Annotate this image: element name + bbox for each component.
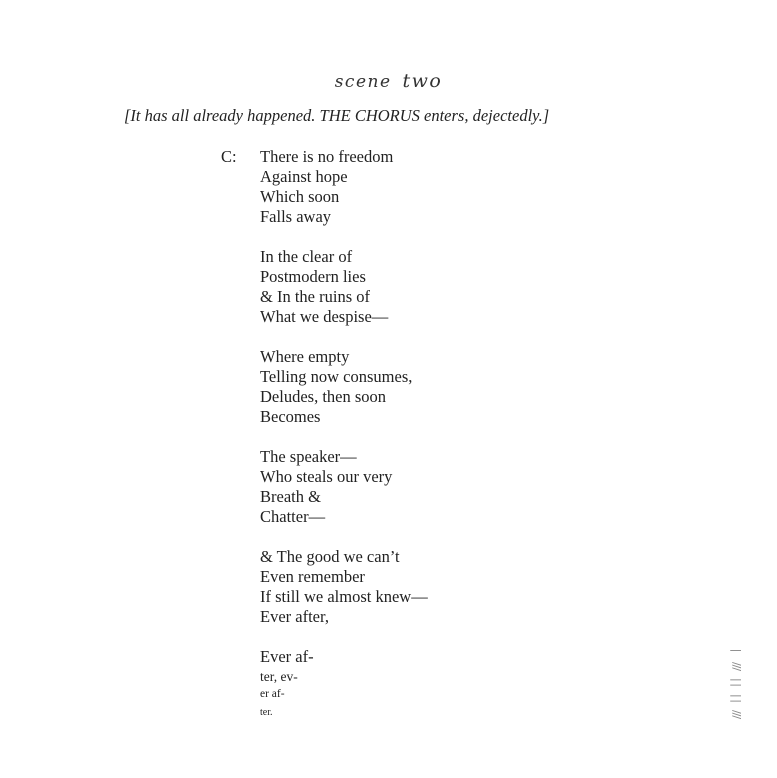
stage-direction: [It has all already happened. THE CHORUS enters, dejectedly.]	[124, 106, 550, 125]
page-mark-glyph: | |	[730, 678, 743, 686]
page-mark-glyph: ///	[730, 661, 743, 671]
page-mark-glyph: ///	[730, 709, 743, 719]
speaker-label: C:	[221, 147, 237, 166]
poem-line: Telling now consumes,	[260, 367, 413, 386]
poem-line: There is no freedom	[260, 147, 394, 166]
tail-line: ter.	[260, 707, 273, 718]
page-mark-glyph: | |	[730, 694, 743, 702]
poem-line: Against hope	[260, 167, 348, 186]
tail-line: ter, ev-	[260, 669, 298, 684]
poem-line: The speaker—	[260, 447, 357, 466]
stanza-2	[260, 247, 428, 327]
scene-title-first: scene	[334, 72, 392, 92]
poem	[260, 147, 428, 721]
tail-stanza	[260, 647, 428, 721]
poem-line: Where empty	[260, 347, 350, 366]
stanza-4	[260, 447, 428, 527]
poem-line: Who steals our very	[260, 467, 393, 486]
tail-line: er af-	[260, 688, 285, 700]
poem-line: Becomes	[260, 407, 321, 426]
scene-title-second: two	[402, 70, 443, 92]
poem-line: Postmodern lies	[260, 267, 366, 286]
poem-line: If still we almost knew—	[260, 587, 428, 606]
poem-line: & The good we can’t	[260, 547, 400, 566]
poem-line: Ever after,	[260, 607, 329, 626]
poem-line: Breath &	[260, 487, 321, 506]
poem-line: What we despise—	[260, 307, 389, 326]
stanza-1	[260, 147, 428, 227]
page-number-mark	[726, 642, 746, 722]
poem-line: & In the ruins of	[260, 287, 370, 306]
poem-line: Deludes, then soon	[260, 387, 387, 406]
poem-line: Chatter—	[260, 507, 326, 526]
scene-title	[0, 70, 777, 92]
stanza-3	[260, 347, 428, 427]
poem-line: Even remember	[260, 567, 365, 586]
poem-line: In the clear of	[260, 247, 353, 266]
poem-line: Falls away	[260, 207, 332, 226]
page-mark-glyph: |	[730, 648, 743, 652]
tail-line: Ever af-	[260, 647, 314, 666]
stanza-5	[260, 547, 428, 627]
poem-line: Which soon	[260, 187, 340, 206]
